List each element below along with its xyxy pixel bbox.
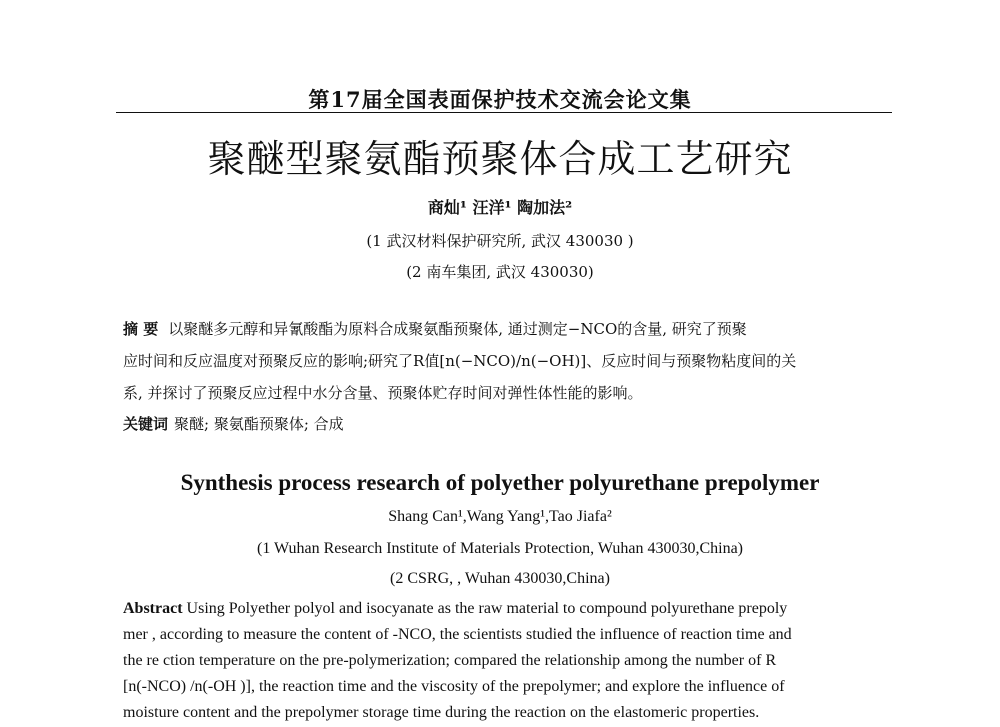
english-abstract-text: the re ction temperature on the pre-polymerization; compared the relationship among the number of R: [123, 652, 777, 669]
running-head: 第17届全国表面保护技术交流会论文集: [308, 87, 692, 112]
chinese-affiliation-2: (2 南车集团, 武汉 430030): [406, 263, 594, 281]
english-authors: Shang Can¹,Wang Yang¹,Tao Jiafa²: [388, 508, 612, 525]
english-abstract-line: [123, 678, 785, 696]
chinese-affiliation-1: (1 武汉材料保护研究所, 武汉 430030 ): [366, 232, 634, 250]
english-abstract-line: [123, 600, 787, 618]
english-abstract-line: [123, 652, 776, 670]
chinese-keywords-line: [123, 413, 344, 434]
chinese-keywords-label: 关键词: [123, 415, 169, 433]
chinese-title: 聚醚型聚氨酯预聚体合成工艺研究: [207, 137, 793, 181]
english-affiliation-2: (2 CSRG, , Wuhan 430030,China): [390, 570, 610, 587]
english-abstract-line: [123, 704, 759, 722]
header-rule: [116, 112, 892, 113]
chinese-keywords-text: 聚醚; 聚氨酯预聚体; 合成: [174, 415, 344, 433]
english-abstract-line: [123, 626, 792, 644]
english-abstract-text: moisture content and the prepolymer storage time during the reaction on the elastomeric properties.: [123, 704, 760, 721]
english-affiliation-1: (1 Wuhan Research Institute of Materials Protection, Wuhan 430030,China): [256, 540, 743, 557]
chinese-abstract-text: 系, 并探讨了预聚反应过程中水分含量、预聚体贮存时间对弹性体性能的影响。: [123, 384, 643, 402]
english-title: Synthesis process research of polyether polyurethane prepolymer: [180, 470, 820, 495]
chinese-abstract-line: [123, 382, 643, 403]
chinese-abstract-label: 摘 要: [123, 320, 159, 338]
chinese-abstract-text: 以聚醚多元醇和异氰酸酯为原料合成聚氨酯预聚体, 通过测定−NCO的含量, 研究了预聚: [168, 320, 747, 338]
english-abstract-text: [n(-NCO) /n(-OH )], the reaction time and the viscosity of the prepolymer; and explore the influence of: [123, 678, 785, 695]
english-abstract-label: Abstract: [123, 600, 183, 617]
english-abstract-text: Using Polyether polyol and isocyanate as the raw material to compound polyurethane prepoly: [186, 600, 788, 617]
english-abstract-text: mer , according to measure the content of -NCO, the scientists studied the influence of reaction time and: [123, 626, 792, 643]
chinese-abstract-line: [123, 350, 796, 371]
chinese-abstract-line: [123, 318, 747, 339]
chinese-authors: 商灿¹ 汪洋¹ 陶加法²: [427, 198, 573, 217]
chinese-abstract-text: 应时间和反应温度对预聚反应的影响;研究了R值[n(−NCO)/n(−OH)]、反应时间与预聚物粘度间的关: [123, 352, 797, 370]
